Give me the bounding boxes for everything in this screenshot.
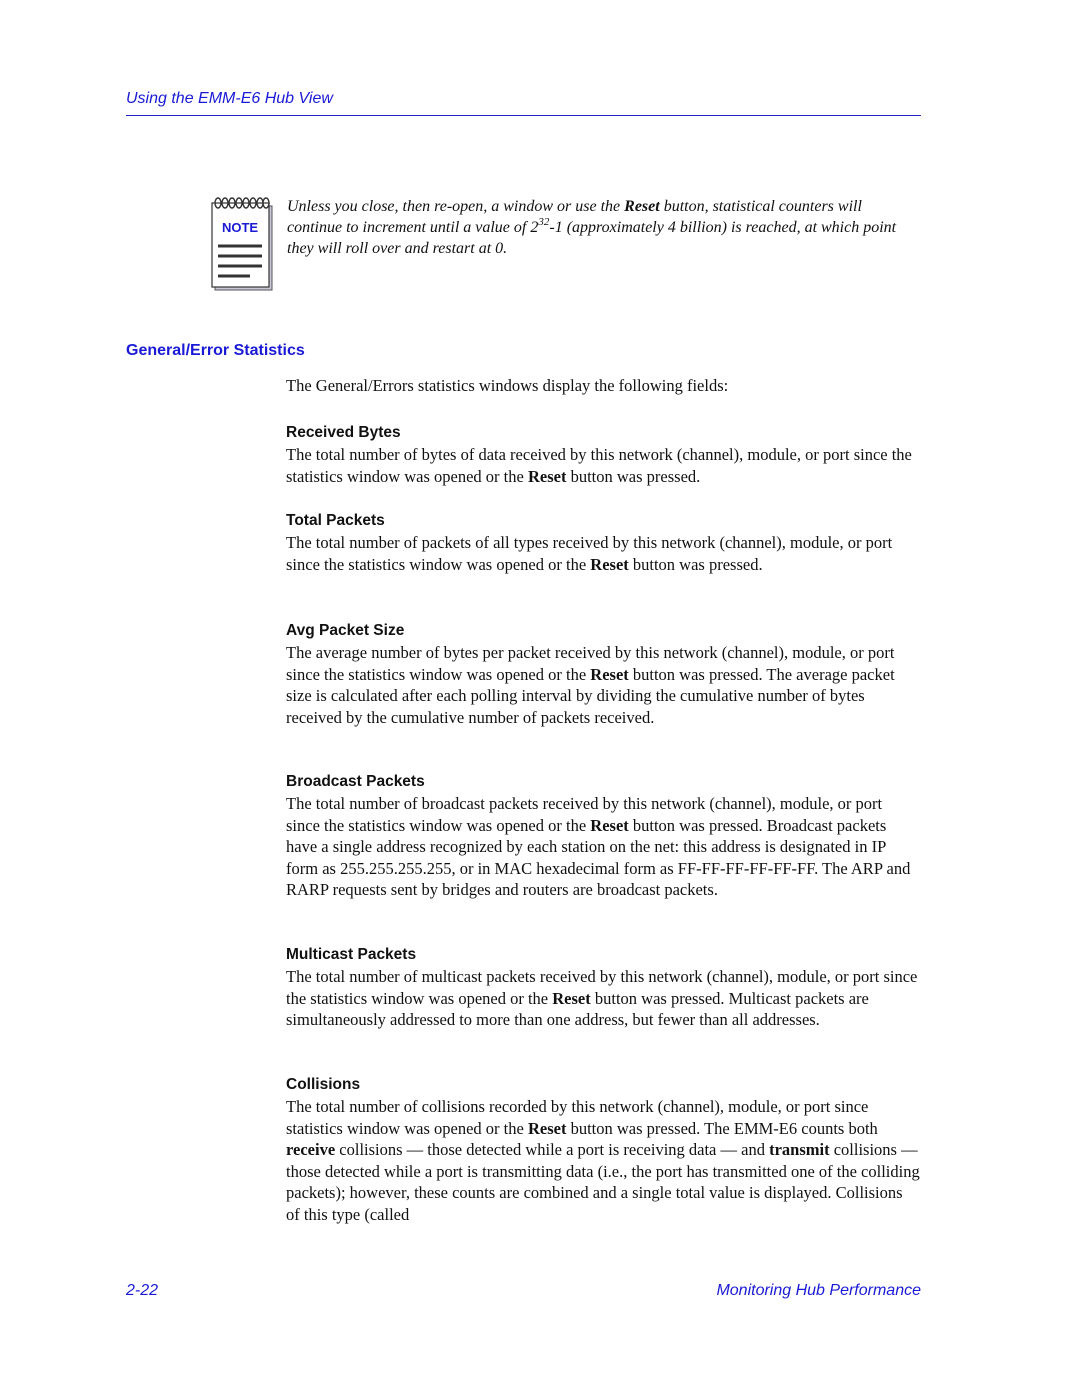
section-heading: General/Error Statistics: [126, 342, 305, 359]
note-text: Unless you close, then re-open, a window or use the Reset button, statistical counters will continue to increment until a value of $2^{32}-1$ (approximately 4 billion) is reached, at which point they will roll over and restart at 0.: [287, 198, 897, 257]
field-description: The total number of multicast packets received by this network (channel), module, or port since the statistics window was opened or the Reset button was pressed. Multicast packets are simultaneously addressed to more than one address, but fewer than all addresses.: [286, 967, 918, 1029]
field-description: The total number of collisions recorded by this network (channel), module, or port since statistics window was opened or the Reset button was pressed. The EMM-E6 counts both receive collisions — those detected while a port is receiving data — and transmit collisions — those detected while a port is transmitting data (i.e., the port has transmitted one of the colliding packets); however, these counts are combined and a single total value is displayed. Collisions of this type (called: [286, 1097, 920, 1224]
note-icon-label: NOTE: [221, 220, 259, 235]
field-avg-packet-size: [286, 621, 920, 728]
running-header: Using the EMM-E6 Hub View: [126, 90, 333, 107]
field-description: The average number of bytes per packet received by this network (channel), module, or port since the statistics window was opened or the Reset button was pressed. The average packet size is calculated after each polling interval by dividing the cumulative number of bytes received by the cumulative number of packets received.: [286, 643, 895, 727]
field-title: Total Packets: [286, 512, 385, 529]
page-number: 2-22: [126, 1282, 159, 1299]
field-broadcast-packets: [286, 772, 920, 901]
field-received-bytes: [286, 423, 920, 487]
note-reset-term: Reset: [624, 198, 660, 215]
field-title: Multicast Packets: [286, 946, 417, 963]
header-rule: [126, 115, 921, 116]
note-exponent: 32: [538, 215, 550, 228]
field-title: Broadcast Packets: [286, 773, 425, 790]
field-collisions: [286, 1075, 920, 1225]
field-description: The total number of broadcast packets received by this network (channel), module, or port since the statistics window was opened or the Reset button was pressed. Broadcast packets have a single address recognized by each station on the net: this address is designated in IP form as 255.255.255.255, or in MAC hexadecimal form as FF-FF-FF-FF-FF-FF. The ARP and RARP requests sent by bridges and routers are broadcast packets.: [286, 794, 911, 899]
chapter-title: Monitoring Hub Performance: [716, 1282, 921, 1299]
field-title: Collisions: [286, 1076, 361, 1093]
section-intro: The General/Errors statistics windows display the following fields:: [286, 376, 729, 395]
field-title: Avg Packet Size: [286, 622, 405, 639]
field-total-packets: [286, 511, 920, 575]
note-icon: [210, 194, 274, 292]
field-title: Received Bytes: [286, 424, 401, 441]
field-multicast-packets: [286, 945, 920, 1031]
field-description: The total number of packets of all types received by this network (channel), module, or port since the statistics window was opened or the Reset button was pressed.: [286, 533, 893, 574]
field-description: The total number of bytes of data received by this network (channel), module, or port since the statistics window was opened or the Reset button was pressed.: [286, 445, 912, 486]
